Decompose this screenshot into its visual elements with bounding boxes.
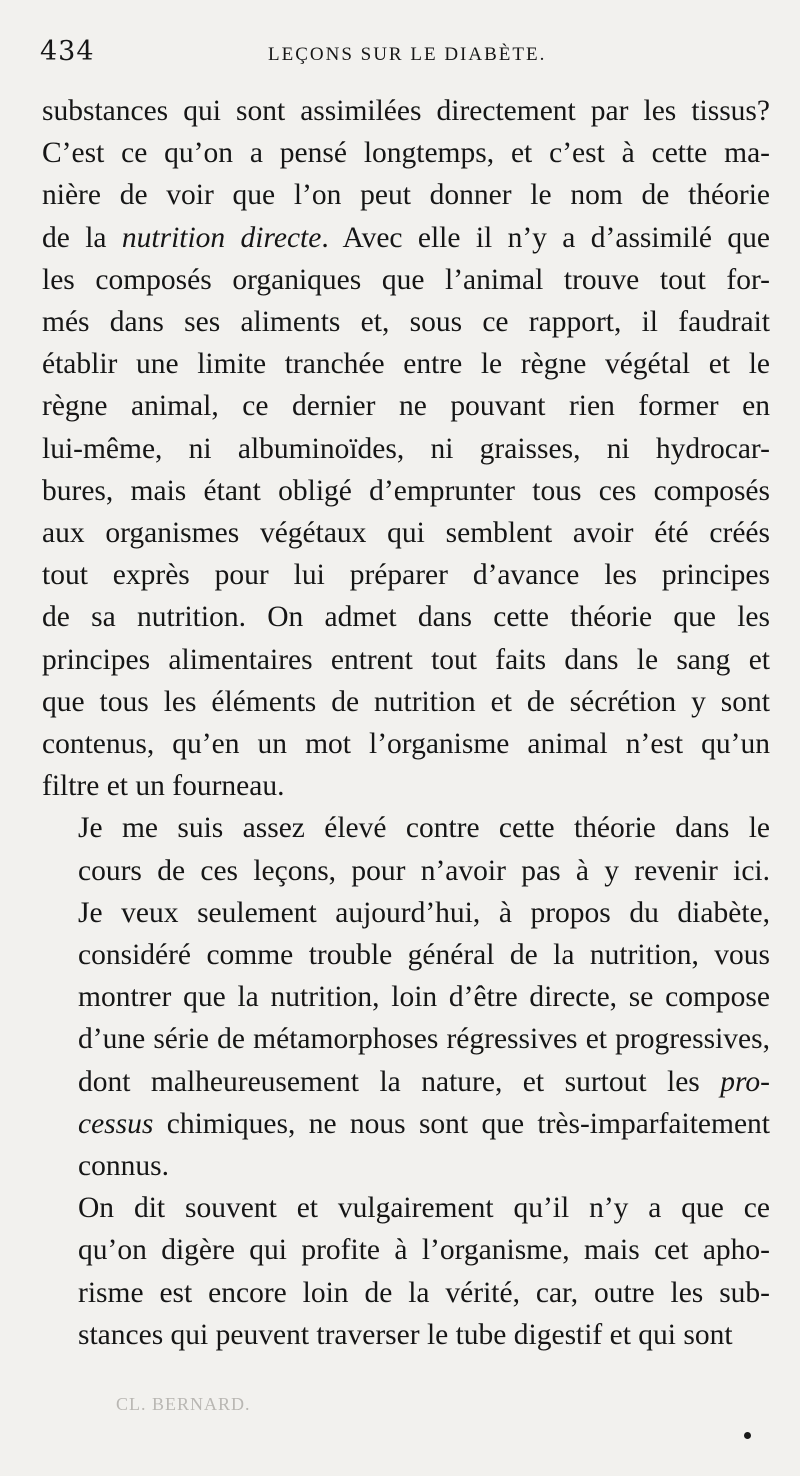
- text-line: règne animal, ce dernier ne pouvant rien former en: [42, 390, 770, 423]
- text-line: principes alimentaires entrent tout faits dans le sang et: [42, 643, 770, 676]
- text-line: qu’on digère qui profite à l’organisme, mais cet apho-: [78, 1234, 770, 1267]
- text-line: cours de ces leçons, pour n’avoir pas à y revenir ici.: [78, 854, 770, 887]
- signature-mark: CL. BERNARD.: [116, 1394, 251, 1414]
- text-line: filtre et un fourneau.: [42, 770, 285, 803]
- text-segment: dont malheureusement la nature, et surtout les: [78, 1065, 721, 1098]
- text-segment: chimiques, ne nous sont que très-imparfaitement: [153, 1107, 770, 1140]
- text-line: nière de voir que l’on peut donner le nom de théorie: [42, 179, 770, 212]
- italic-term: nutrition directe: [121, 221, 322, 254]
- running-head: LEÇONS SUR LE DIABÈTE.: [268, 44, 547, 65]
- text-line: C’est ce qu’on a pensé longtemps, et c’est à cette ma-: [42, 137, 770, 170]
- text-line: que tous les éléments de nutrition et de sécrétion y sont: [42, 685, 770, 718]
- italic-term: pro-: [720, 1065, 770, 1098]
- text-line: més dans ses aliments et, sous ce rapport, il faudrait: [42, 306, 770, 339]
- text-line: connus.: [78, 1150, 169, 1183]
- text-line: [42, 1103, 770, 1145]
- text-line: On dit souvent et vulgairement qu’il n’y a que ce: [78, 1192, 770, 1225]
- text-line: contenus, qu’en un mot l’organisme animal n’est qu’un: [42, 728, 770, 761]
- text-line: les composés organiques que l’animal trouve tout for-: [42, 263, 770, 296]
- text-line: d’une série de métamorphoses régressives et progressives,: [78, 1023, 770, 1056]
- text-line: établir une limite tranchée entre le règne végétal et le: [42, 348, 770, 381]
- text-segment: de la: [42, 221, 122, 254]
- ink-dot: [744, 1432, 751, 1439]
- text-line: considéré comme trouble général de la nutrition, vous: [78, 939, 770, 972]
- text-line: aux organismes végétaux qui semblent avoir été créés: [42, 517, 770, 550]
- text-line: risme est encore loin de la vérité, car, outre les sub-: [78, 1276, 770, 1309]
- text-line: substances qui sont assimilées directement par les tissus?: [42, 95, 770, 127]
- text-line: [42, 1061, 770, 1103]
- text-line: Je me suis assez élevé contre cette théorie dans le: [78, 812, 770, 845]
- italic-term: cessus: [78, 1107, 154, 1140]
- paragraph: [42, 1187, 770, 1356]
- text-segment: . Avec elle il n’y a d’assimilé que: [321, 221, 770, 254]
- text-line: lui-même, ni albuminoïdes, ni graisses, ni hydrocar-: [42, 432, 770, 465]
- body-text: [42, 90, 770, 1356]
- paragraph: [42, 90, 770, 807]
- text-line: stances qui peuvent traverser le tube digestif et qui sont: [78, 1318, 733, 1351]
- text-line: [42, 217, 770, 259]
- page-header: [40, 36, 760, 76]
- text-line: bures, mais étant obligé d’emprunter tous ces composés: [42, 474, 770, 507]
- text-line: Je veux seulement aujourd’hui, à propos du diabète,: [78, 896, 770, 929]
- paragraph: [42, 807, 770, 1187]
- text-line: montrer que la nutrition, loin d’être directe, se compose: [78, 981, 770, 1014]
- page-number: 434: [40, 36, 95, 67]
- text-line: tout exprès pour lui préparer d’avance les principes: [42, 559, 770, 592]
- text-line: de sa nutrition. On admet dans cette théorie que les: [42, 601, 770, 634]
